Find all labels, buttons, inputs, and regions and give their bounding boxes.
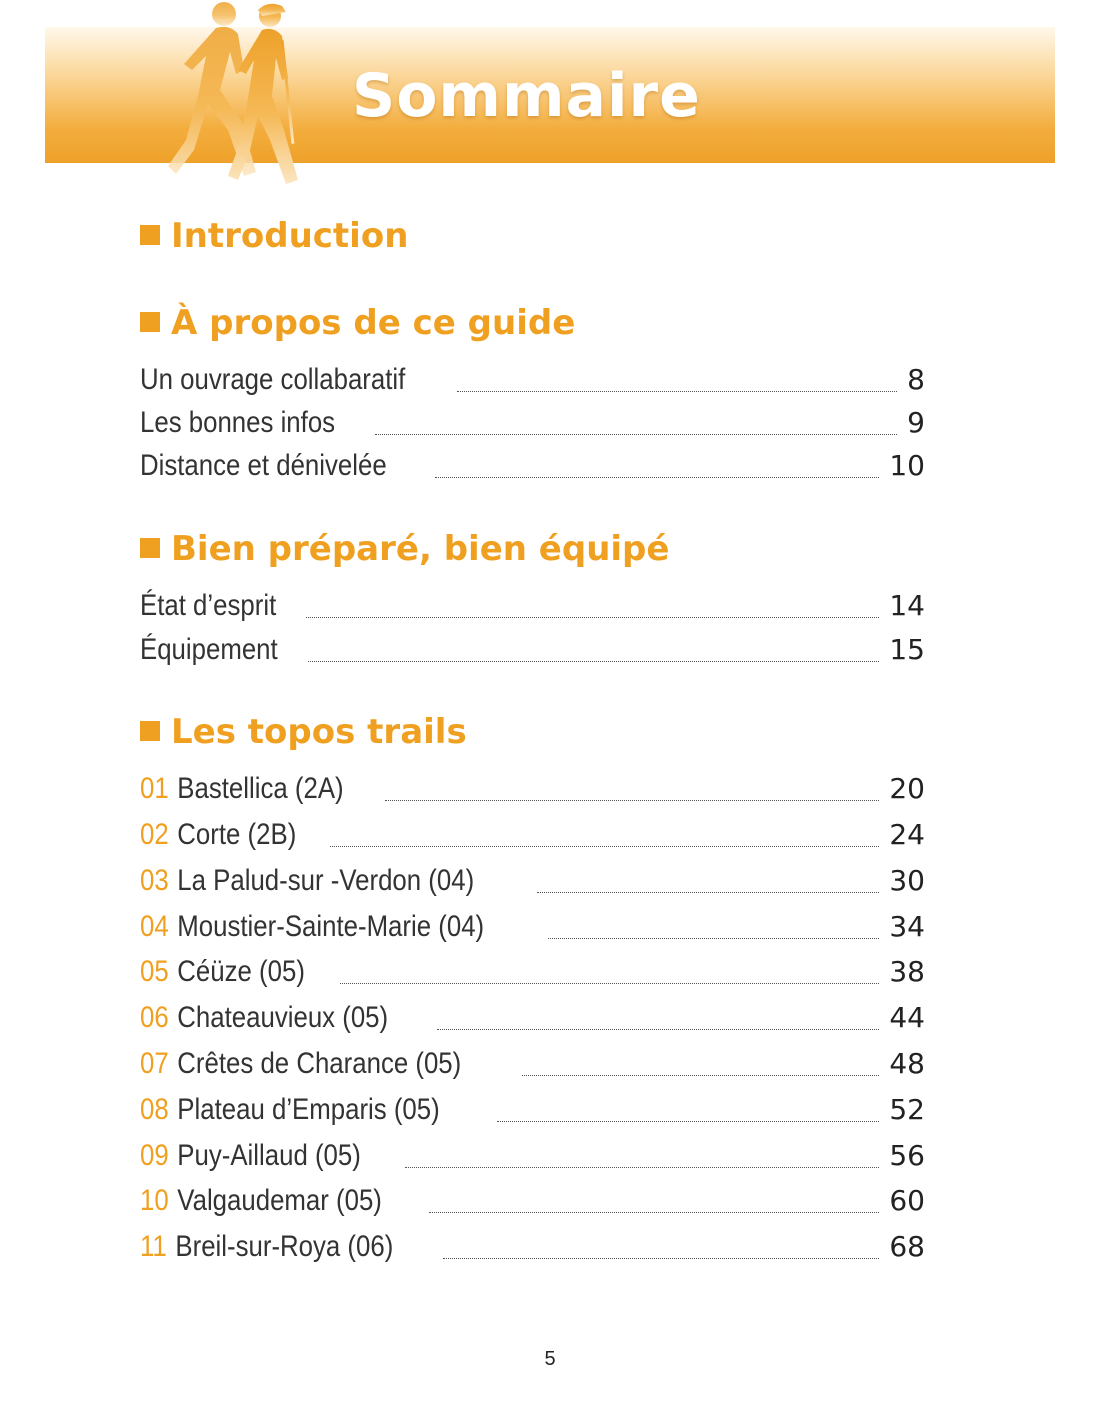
section-introduction [140, 215, 408, 257]
toc-page-number: 44 [889, 1001, 925, 1034]
toc-page-number: 52 [889, 1093, 925, 1126]
toc-page-number: 15 [889, 633, 925, 666]
toc-entry-label [140, 1044, 461, 1084]
dot-leader [306, 616, 879, 618]
toc-entry-label: Un ouvrage collabaratif [140, 363, 406, 396]
dot-leader [405, 1166, 880, 1168]
trail-number: 02 [140, 818, 169, 851]
square-bullet-icon [140, 538, 160, 558]
toc-page-number: 14 [889, 589, 925, 622]
trail-entry[interactable] [140, 811, 925, 855]
trail-name: Plateau d’Emparis (05) [177, 1093, 440, 1126]
toc-page-number: 48 [889, 1047, 925, 1080]
dot-leader [429, 1211, 879, 1213]
toc-page-number: 34 [889, 910, 925, 943]
trail-entry[interactable] [140, 1040, 925, 1084]
section-title: Les topos trails [171, 712, 467, 752]
dot-leader [375, 433, 897, 435]
dot-leader [437, 1028, 880, 1030]
dot-leader [537, 891, 880, 893]
section-bien-prepare [140, 528, 669, 570]
trail-entry[interactable] [140, 1177, 925, 1221]
dot-leader [443, 1257, 880, 1259]
square-bullet-icon [140, 225, 160, 245]
toc-entry-label [140, 998, 388, 1038]
page-title: Sommaire [352, 61, 701, 131]
trail-entry[interactable] [140, 765, 925, 809]
toc-entry[interactable] [140, 582, 925, 626]
toc-page-number: 24 [889, 818, 925, 851]
section-a-propos [140, 302, 575, 344]
trail-name: Moustier-Sainte-Marie (04) [177, 910, 485, 943]
trail-number: 01 [140, 772, 169, 805]
toc-entry-label [140, 1090, 440, 1130]
toc-page-number: 56 [889, 1139, 925, 1172]
section-title: Introduction [171, 216, 409, 256]
toc-page-number: 38 [889, 955, 925, 988]
toc-page-number: 20 [889, 772, 925, 805]
trail-number: 04 [140, 910, 169, 943]
toc-entry-label [140, 861, 474, 901]
dot-leader [340, 982, 880, 984]
toc-entry-label: Les bonnes infos [140, 406, 336, 439]
dot-leader [330, 845, 880, 847]
toc-entry-label [140, 1136, 361, 1176]
toc-entry-label [140, 1181, 382, 1221]
section-topos-trails [140, 711, 467, 753]
dot-leader [548, 937, 879, 939]
trail-name: Puy-Aillaud (05) [177, 1139, 361, 1172]
trail-entry[interactable] [140, 857, 925, 901]
toc-page-number: 60 [889, 1184, 925, 1217]
toc-entry-label [140, 952, 305, 992]
trail-name: Valgaudemar (05) [177, 1184, 382, 1217]
toc-page-number: 8 [907, 363, 925, 396]
trail-number: 10 [140, 1184, 169, 1217]
section-title: Bien préparé, bien équipé [171, 529, 670, 569]
toc-entry-label [140, 815, 296, 855]
toc-entry[interactable] [140, 442, 925, 486]
toc-page-number: 68 [889, 1230, 925, 1263]
dot-leader [435, 476, 880, 478]
runners-silhouette-icon [158, 0, 318, 192]
trail-number: 08 [140, 1093, 169, 1126]
trail-name: Corte (2B) [177, 818, 297, 851]
trail-number: 05 [140, 955, 169, 988]
trail-name: La Palud-sur -Verdon (04) [177, 864, 475, 897]
toc-page-number: 10 [889, 449, 925, 482]
trail-entry[interactable] [140, 1086, 925, 1130]
toc-entry-label: Distance et dénivelée [140, 449, 387, 482]
toc-entry-label: État d’esprit [140, 589, 277, 622]
trail-entry[interactable] [140, 948, 925, 992]
toc-page-number: 9 [907, 406, 925, 439]
dot-leader [385, 799, 880, 801]
trail-entry[interactable] [140, 1132, 925, 1176]
dot-leader [457, 390, 898, 392]
toc-entry[interactable] [140, 356, 925, 400]
toc-entry[interactable] [140, 626, 925, 670]
toc-entry-label [140, 769, 344, 809]
square-bullet-icon [140, 312, 160, 332]
toc-entry-label [140, 1227, 393, 1267]
square-bullet-icon [140, 721, 160, 741]
toc-entry-label: Équipement [140, 633, 278, 666]
toc-entry[interactable] [140, 399, 925, 443]
trail-name: Breil-sur-Roya (06) [175, 1230, 394, 1263]
dot-leader [308, 660, 879, 662]
section-title: À propos de ce guide [171, 303, 576, 343]
trail-entry[interactable] [140, 994, 925, 1038]
trail-number: 09 [140, 1139, 169, 1172]
dot-leader [497, 1120, 880, 1122]
trail-name: Crêtes de Charance (05) [177, 1047, 462, 1080]
trail-entry[interactable] [140, 903, 925, 947]
dot-leader [522, 1074, 880, 1076]
trail-name: Bastellica (2A) [177, 772, 344, 805]
trail-name: Chateauvieux (05) [177, 1001, 389, 1034]
trail-number: 03 [140, 864, 169, 897]
trail-entry[interactable] [140, 1223, 925, 1267]
trail-name: Céüze (05) [177, 955, 305, 988]
trail-number: 11 [140, 1230, 167, 1263]
page-number: 5 [544, 1348, 556, 1370]
trail-number: 06 [140, 1001, 169, 1034]
toc-entry-label [140, 907, 484, 947]
toc-page-number: 30 [889, 864, 925, 897]
trail-number: 07 [140, 1047, 169, 1080]
